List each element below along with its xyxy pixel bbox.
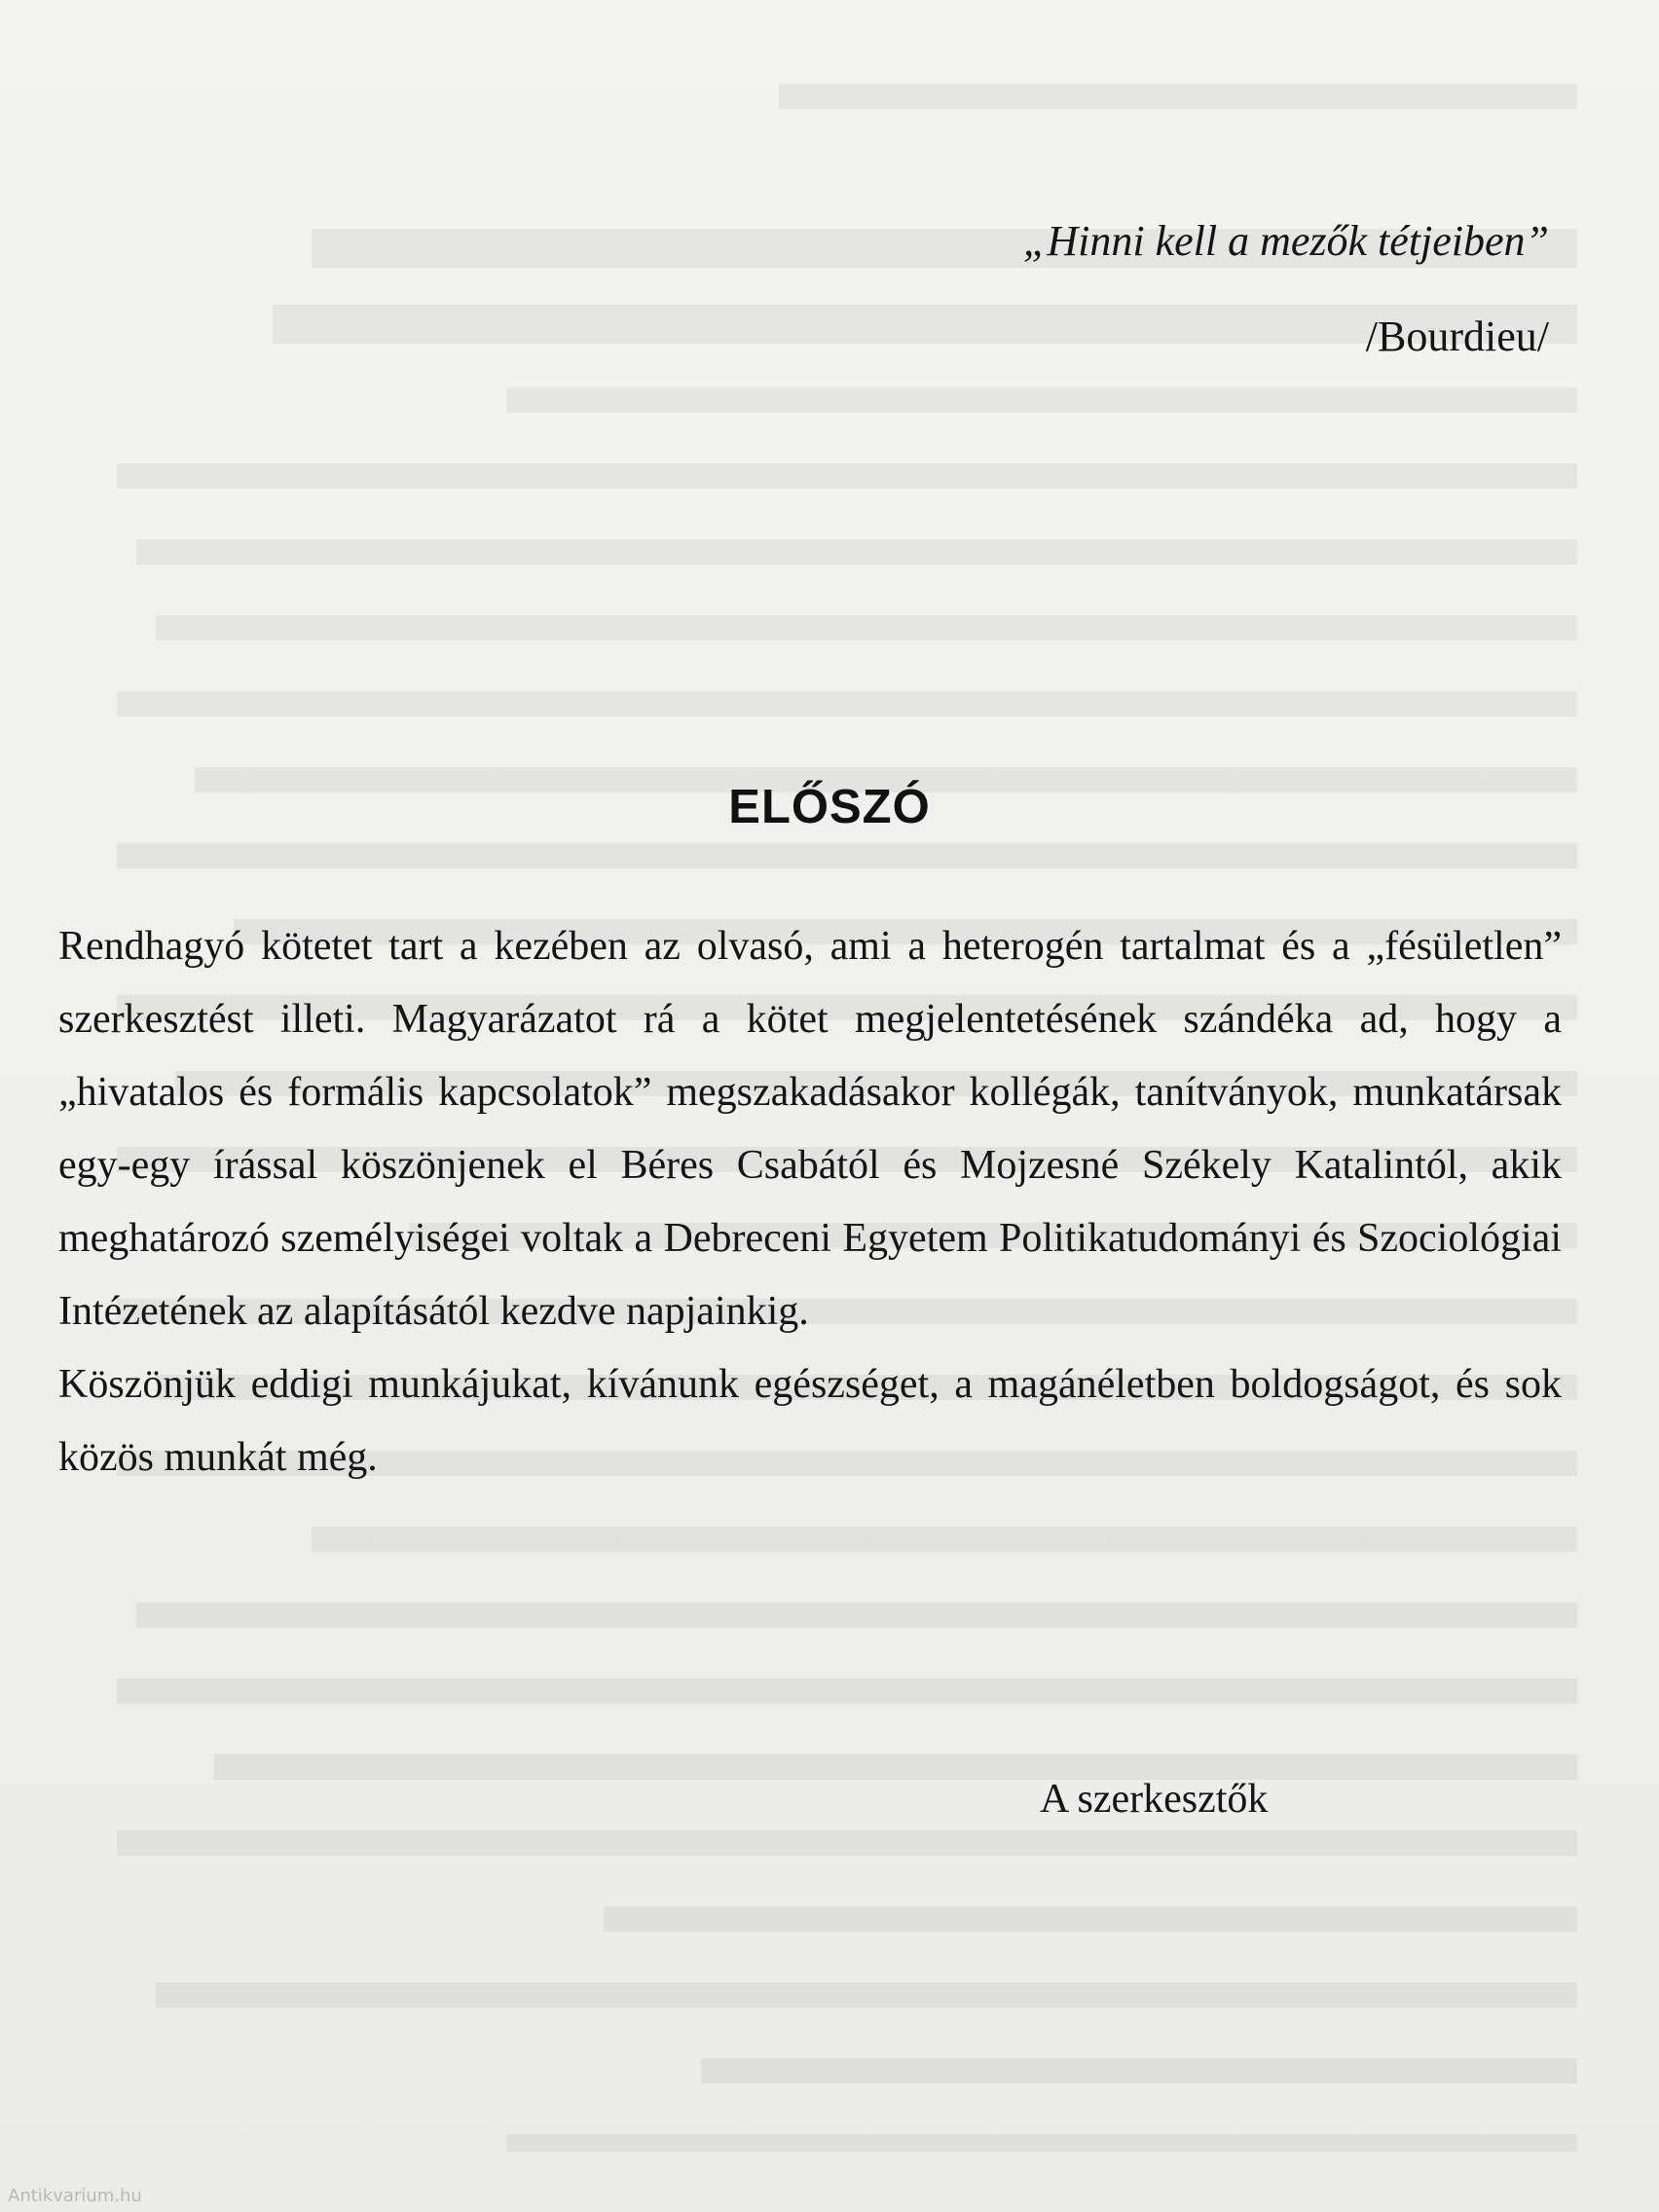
preface-paragraph-2: Köszönjük eddigi munkájukat, kívánunk egészséget, a magánéletben boldogságot, és sok közös munkát még.	[58, 1362, 1562, 1480]
motto-author: /Bourdieu/	[1365, 313, 1549, 360]
signature: A szerkesztők	[1040, 1777, 1269, 1822]
preface-body	[58, 910, 1562, 1494]
motto-quote: „Hinni kell a mezők tétjeiben”	[1022, 217, 1549, 265]
page-title: ELŐSZÓ	[728, 781, 931, 833]
watermark: Antikvarium.hu	[8, 2186, 142, 2206]
preface-paragraph-1: Rendhagyó kötetet tart a kezében az olvasó, ami a heterogén tartalmat és a „fésületlen” szerkesztést illeti. Magyarázatot rá a kötet megjelentetésének szándéka ad, hogy a „hivatalos és formális kapcsolatok” megszakadásakor kollégák, tanítványok, munkatársak egy-egy írással köszönjenek el Béres Csabától és Mojzesné Székely Katalintól, akik meghatározó személyiségei voltak a Debreceni Egyetem Politikatudományi és Szociológiai Intézetének az alapításától kezdve napjainkig.	[58, 924, 1562, 1334]
motto	[1023, 212, 1549, 366]
